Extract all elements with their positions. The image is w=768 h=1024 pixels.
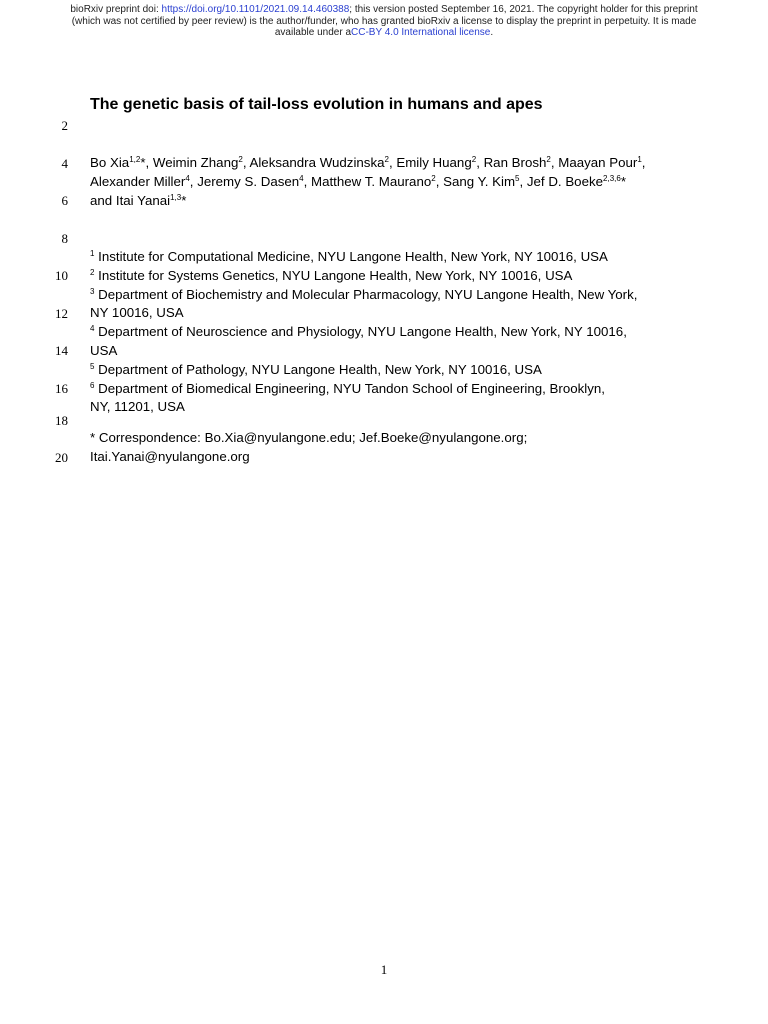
line-number: 14 (55, 343, 68, 358)
banner-line-1 (40, 4, 728, 16)
correspondence-line-1: * Correspondence: Bo.Xia@nyulangone.edu; Jef.Boeke@nyulangone.org; (90, 430, 528, 445)
line-number: 16 (55, 381, 68, 396)
affiliation-number: 6 (90, 381, 95, 390)
affiliation-1: $^1$ Institute for Computational Medicine, NYU Langone Health, New York, NY 10016, USA (90, 249, 608, 264)
affiliation-number: 1 (90, 249, 95, 258)
author: Alexander Miller$^4$, (90, 174, 198, 189)
author: Sang Y. Kim$^5$, (443, 174, 527, 189)
affiliation-number: 4 (90, 324, 95, 333)
author-affiliation-sup: 1 (637, 155, 642, 164)
affiliation-5: $^5$ Department of Pathology, NYU Langone Health, New York, NY 10016, USA (90, 362, 542, 377)
doi-link[interactable]: https://doi.org/10.1101/2021.09.14.460388 (161, 4, 350, 15)
author: Emily Huang$^2$, (396, 155, 484, 170)
author: Maayan Pour$^1$, (558, 155, 646, 170)
preprint-banner (40, 4, 728, 39)
author: Ran Brosh$^2$, (483, 155, 559, 170)
author: Jef D. Boeke$^{2,3,6}$* (526, 174, 627, 189)
banner-line-3 (40, 27, 728, 39)
author-affiliation-sup: 4 (185, 174, 190, 183)
author-affiliation-sup: 2 (546, 155, 551, 164)
author-line-3 (90, 192, 690, 211)
author-affiliation-sup: 2 (238, 155, 243, 164)
affiliation-6-cont: NY, 11201, USA (90, 399, 185, 414)
line-number: 2 (61, 118, 68, 133)
affiliation-4: $^4$ Department of Neuroscience and Physiology, NYU Langone Health, New York, NY 10016, (90, 324, 627, 339)
author: and Itai Yanai$^{1,3}$* (90, 193, 187, 208)
author: Jeremy S. Dasen$^4$, (197, 174, 312, 189)
banner-suffix: ; this version posted September 16, 2021. The copyright holder for this preprint (349, 4, 698, 15)
author: Weimin Zhang$^2$, (152, 155, 250, 170)
affiliation-number: 2 (90, 268, 95, 277)
line-number: 12 (55, 306, 68, 321)
line-number: 6 (61, 193, 68, 208)
page-number: 1 (380, 962, 388, 977)
author-affiliation-sup: 5 (515, 174, 520, 183)
affiliation-number: 5 (90, 362, 95, 371)
correspondence-line-2: Itai.Yanai@nyulangone.org (90, 449, 250, 464)
affiliation-6: $^6$ Department of Biomedical Engineering, NYU Tandon School of Engineering, Brooklyn, (90, 381, 605, 396)
banner-prefix: bioRxiv preprint doi: (70, 4, 162, 15)
line-number: 20 (55, 450, 68, 465)
author-affiliation-sup: 2 (471, 155, 477, 164)
author-affiliation-sup: 2,3,6 (603, 174, 621, 183)
paper-title: The genetic basis of tail-loss evolution in humans and apes (90, 96, 543, 113)
affiliation-number: 3 (90, 287, 95, 296)
author-affiliation-sup: 1,2 (129, 155, 141, 164)
author: Bo Xia$^{1,2}$*, (90, 155, 153, 170)
banner-line3-prefix: available under a (274, 27, 352, 38)
affiliation-4-cont: USA (90, 343, 118, 358)
author: Matthew T. Maurano$^2$, (311, 174, 444, 189)
affiliation-3: $^3$ Department of Biochemistry and Molecular Pharmacology, NYU Langone Health, New York, (90, 287, 638, 302)
author-affiliation-sup: 4 (299, 174, 304, 183)
affiliation-3-cont: NY 10016, USA (90, 305, 184, 320)
author-affiliation-sup: 2 (431, 174, 436, 183)
affiliation-2: $^2$ Institute for Systems Genetics, NYU Langone Health, New York, NY 10016, USA (90, 268, 573, 283)
banner-line3-suffix: . (490, 27, 494, 38)
author-affiliation-sup: 1,3 (170, 193, 182, 202)
line-number: 4 (61, 156, 68, 171)
author-line-2 (90, 173, 690, 192)
line-number: 10 (55, 268, 68, 283)
line-number: 18 (55, 413, 68, 428)
author: Aleksandra Wudzinska$^2$, (249, 155, 397, 170)
author-line-1 (90, 154, 690, 173)
line-number: 8 (61, 231, 68, 246)
banner-line-2: (which was not certified by peer review) is the author/funder, who has granted bioRxiv a license to display the preprint in perpetuity. It is made (71, 15, 697, 27)
author-affiliation-sup: 2 (384, 155, 389, 164)
license-link[interactable]: CC-BY 4.0 International license (351, 27, 491, 38)
